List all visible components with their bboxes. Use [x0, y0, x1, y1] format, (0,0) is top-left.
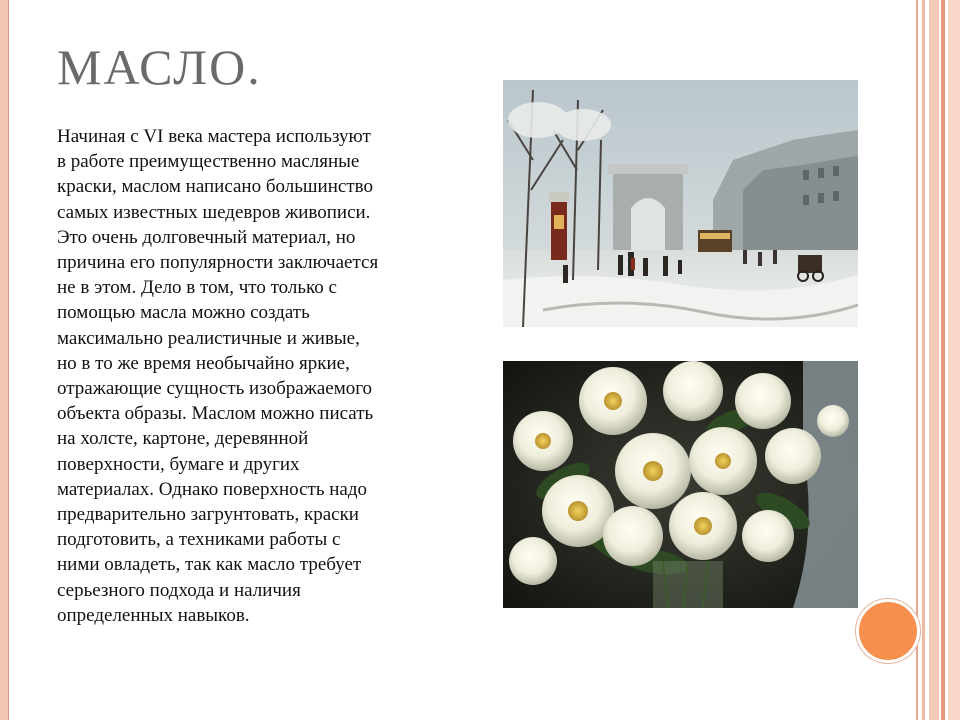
left-border-decoration	[0, 0, 9, 720]
winter-paris-painting-icon	[503, 80, 858, 327]
slide-decoration-dot	[856, 599, 920, 663]
white-peonies-painting-icon	[503, 361, 858, 608]
right-border-decoration	[916, 0, 960, 720]
slide-body-text: Начиная с VI века мастера используют в работе преимущественно масляные краски, маслом написано большинство самых известных шедевров живописи. Это очень долговечный материал, но причина его популярности заключается не в этом. Дело в том, что только с помощью масла можно создать максимально реалистичные и живые, но в то же время необычайно яркие, отражающие сущность изображаемого объекта образы. Маслом можно писать на холсте, картоне, деревянной поверхности, бумаге и других материалах. Однако поверхность надо предварительно загрунтовать, краски подготовить, а техниками работы с ними овладеть, так как масло требует серьезного подхода и наличия определенных навыков.	[57, 126, 379, 626]
slide-title: МАСЛО.	[57, 39, 262, 95]
